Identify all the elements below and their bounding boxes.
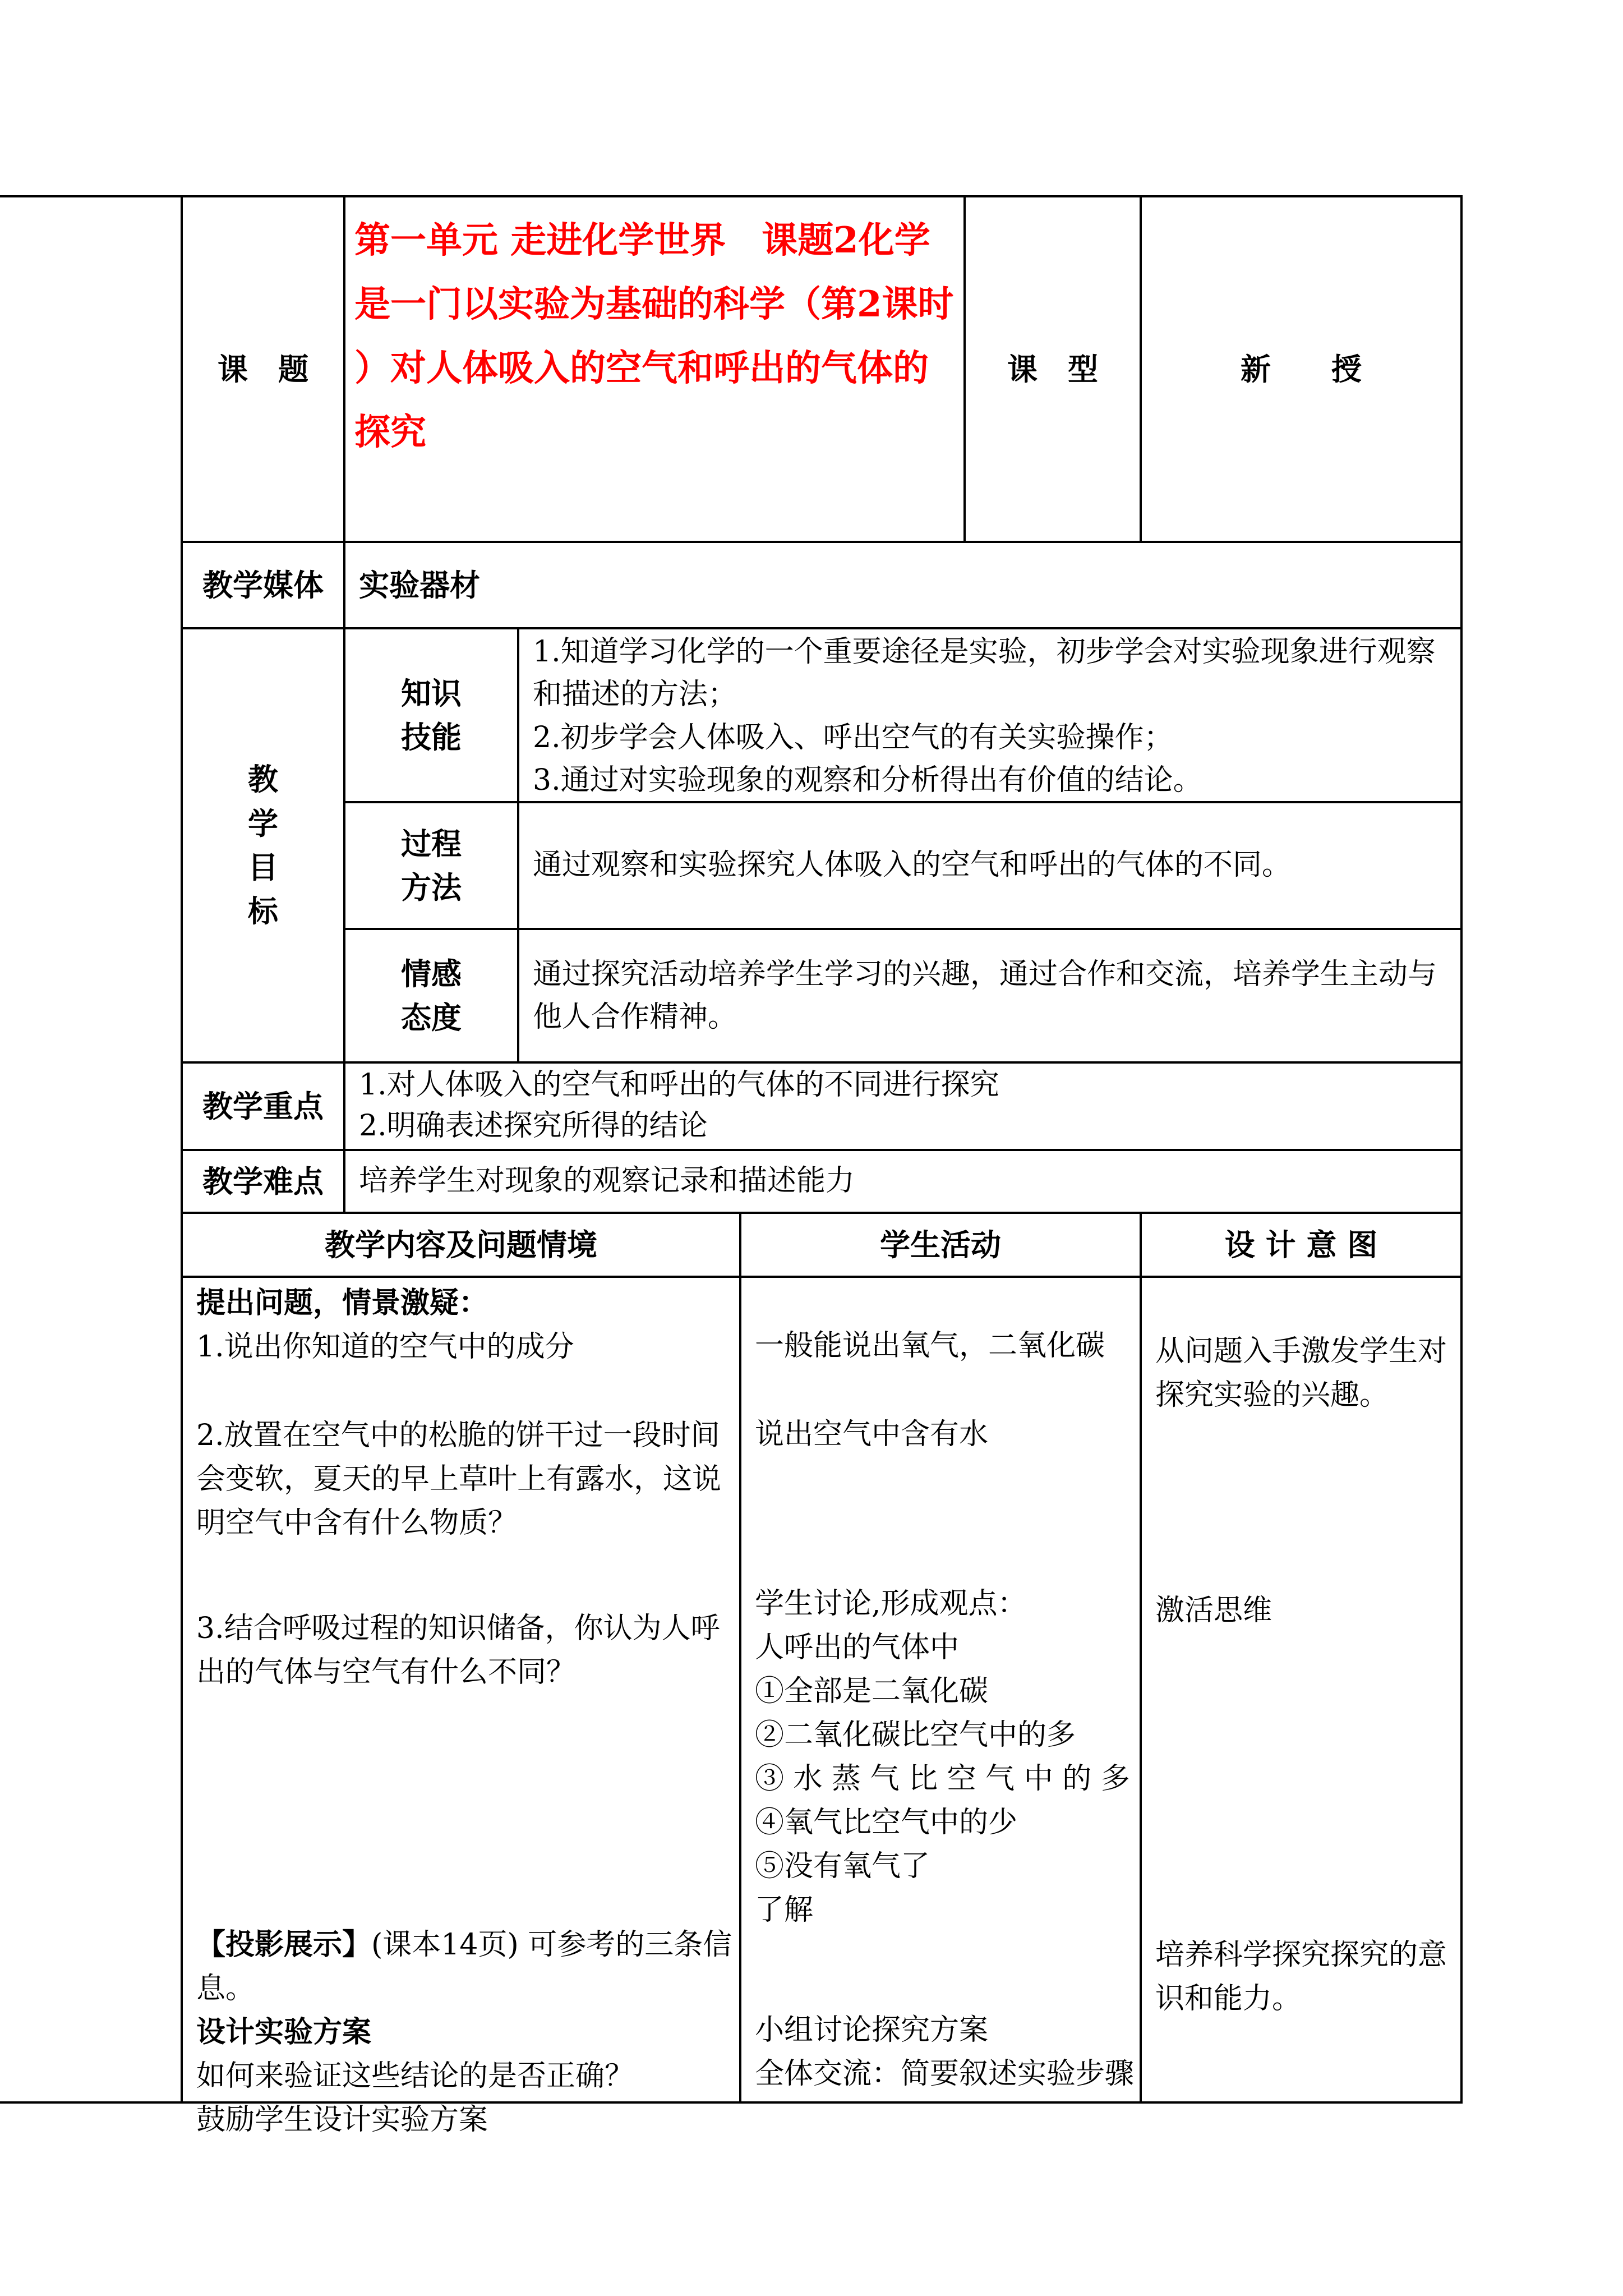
content-heading-1: 提出问题，情景激疑： xyxy=(196,1286,488,1320)
objectives-label xyxy=(183,629,343,1061)
key-points-items xyxy=(359,1065,1458,1148)
emotion-label xyxy=(345,930,517,1061)
row-divider-8 xyxy=(181,1276,1463,1278)
activity-plan xyxy=(755,2008,1136,2096)
knowledge-item-3: 3.通过对实验现象的观察和分析得出有价值的结论。 xyxy=(533,763,1202,798)
activity-3: 学生讨论,形成观点： xyxy=(755,1587,1027,1621)
intent-1 xyxy=(1155,1329,1453,1417)
lesson-type-value-text: 新 授 xyxy=(1241,351,1362,387)
content-spacer-1 xyxy=(196,1369,735,1414)
emotion-label-line2: 态度 xyxy=(401,1000,462,1036)
column-line-f xyxy=(739,1212,741,2104)
key-point-1: 1.对人体吸入的空气和呼出的气体的不同进行探究 xyxy=(359,1068,999,1102)
opinion-1: ①全部是二氧化碳 xyxy=(755,1674,989,1708)
process-text xyxy=(533,803,1453,928)
content-projection xyxy=(196,1923,735,2010)
lesson-type-label xyxy=(966,197,1140,541)
media-value xyxy=(359,543,1458,627)
column-header-content xyxy=(183,1214,739,1276)
activity-2: 说出空气中含有水 xyxy=(755,1418,989,1451)
content-heading-2: 设计实验方案 xyxy=(196,2015,372,2049)
column-header-intent xyxy=(1142,1214,1460,1276)
process-label-line2: 方法 xyxy=(401,869,462,905)
activity-7: 全体交流：简要叙述实验步骤 xyxy=(755,2057,1135,2091)
media-label xyxy=(183,543,343,627)
key-point-2: 2.明确表述探究所得的结论 xyxy=(359,1108,708,1143)
activity-5: 了解 xyxy=(755,1893,814,1927)
key-points-label-text: 教学重点 xyxy=(202,1088,324,1124)
knowledge-item-2: 2.初步学会人体吸入、呼出空气的有关实验操作； xyxy=(533,720,1173,754)
knowledge-item-1: 1.知道学习化学的一个重要途径是实验，初步学会对实验现象进行观察和描述的方法； xyxy=(533,635,1436,712)
process-label-line1: 过程 xyxy=(401,825,462,862)
difficulties-label xyxy=(183,1151,343,1212)
intent-2-text: 激活思维 xyxy=(1155,1594,1272,1627)
content-question-4: 如何来验证这些结论的是否正确？ xyxy=(196,2059,634,2093)
emotion-label-line1: 情感 xyxy=(401,955,462,992)
column-header-intent-text: 设 计 意 图 xyxy=(1224,1226,1378,1263)
difficulties-label-text: 教学难点 xyxy=(202,1163,324,1199)
knowledge-label xyxy=(345,629,517,801)
opinion-4: ④氧气比空气中的少 xyxy=(755,1806,1018,1839)
content-column xyxy=(196,1281,735,2142)
content-question-5: 鼓励学生设计实验方案 xyxy=(196,2103,488,2137)
opinion-5: ⑤没有氧气了 xyxy=(755,1849,930,1883)
content-question-2: 2.放置在空气中的松脆的饼干过一段时间会变软，夏天的早上草叶上有露水，这说明空气中含有什么物质？ xyxy=(196,1419,722,1540)
column-line-c xyxy=(517,627,519,1062)
key-points-label xyxy=(183,1064,343,1149)
activity-6: 小组讨论探究方案 xyxy=(755,2013,989,2047)
content-question-3: 3.结合呼吸过程的知识储备，你认为人呼出的气体与空气有什么不同？ xyxy=(196,1612,720,1689)
opinion-2: ②二氧化碳比空气中的多 xyxy=(755,1718,1076,1752)
content-question-1: 1.说出你知道的空气中的成分 xyxy=(196,1330,574,1364)
process-label xyxy=(345,803,517,928)
lesson-title-text: 第一单元 走进化学世界 课题2化学是一门以实验为基础的科学（第2课时 ）对人体吸入的空气和呼出的气体的探究 xyxy=(354,219,954,453)
activity-4: 人呼出的气体中 xyxy=(755,1631,960,1664)
activity-spacer-1 xyxy=(755,1368,1136,1412)
knowledge-label-line1: 知识 xyxy=(401,675,462,711)
media-label-text: 教学媒体 xyxy=(202,567,324,603)
intent-3 xyxy=(1155,1933,1453,2021)
objectives-label-text: 教学目标 xyxy=(248,761,278,930)
activity-1: 一般能说出氧气，二氧化碳 xyxy=(755,1329,1105,1363)
topic-label-text: 课 题 xyxy=(218,351,308,387)
projection-bracket: 【投影展示】 xyxy=(196,1927,372,1962)
row-divider-5 xyxy=(181,1061,1463,1064)
emotion-text-value: 通过探究活动培养学生学习的兴趣，通过合作和交流，培养学生主动与他人合作精神。 xyxy=(533,957,1437,1034)
activity-discussion xyxy=(755,1582,1136,1932)
column-line-g xyxy=(1140,1212,1142,2104)
difficulties-value xyxy=(359,1151,1458,1212)
process-text-value: 通过观察和实验探究人体吸入的空气和呼出的气体的不同。 xyxy=(533,848,1292,882)
knowledge-label-line2: 技能 xyxy=(401,719,462,755)
media-value-text: 实验器材 xyxy=(359,567,480,603)
knowledge-items xyxy=(533,631,1453,799)
intent-3-text: 培养科学探究探究的意识和能力。 xyxy=(1155,1938,1447,2016)
projection-text: (课本14页) 可参考的三条信息。 xyxy=(196,1928,732,2005)
lesson-type-label-text: 课 型 xyxy=(1007,351,1098,387)
activity-column xyxy=(755,1324,1136,1456)
column-header-activity xyxy=(741,1214,1140,1276)
lesson-type-value xyxy=(1142,197,1460,541)
column-header-content-text: 教学内容及问题情境 xyxy=(325,1226,597,1263)
topic-label xyxy=(183,197,343,541)
intent-2 xyxy=(1155,1589,1453,1632)
opinion-3: ③ 水 蒸 气 比 空 气 中 的 多 xyxy=(755,1762,1130,1796)
emotion-text xyxy=(533,930,1453,1061)
border-right xyxy=(1460,195,1463,2104)
intent-1-text: 从问题入手激发学生对探究实验的兴趣。 xyxy=(1155,1335,1447,1412)
content-spacer-3 xyxy=(196,1694,735,1923)
column-header-activity-text: 学生活动 xyxy=(880,1226,1001,1263)
content-spacer-2 xyxy=(196,1545,735,1607)
lesson-title xyxy=(354,209,960,534)
difficulties-value-text: 培养学生对现象的观察记录和描述能力 xyxy=(359,1164,855,1198)
